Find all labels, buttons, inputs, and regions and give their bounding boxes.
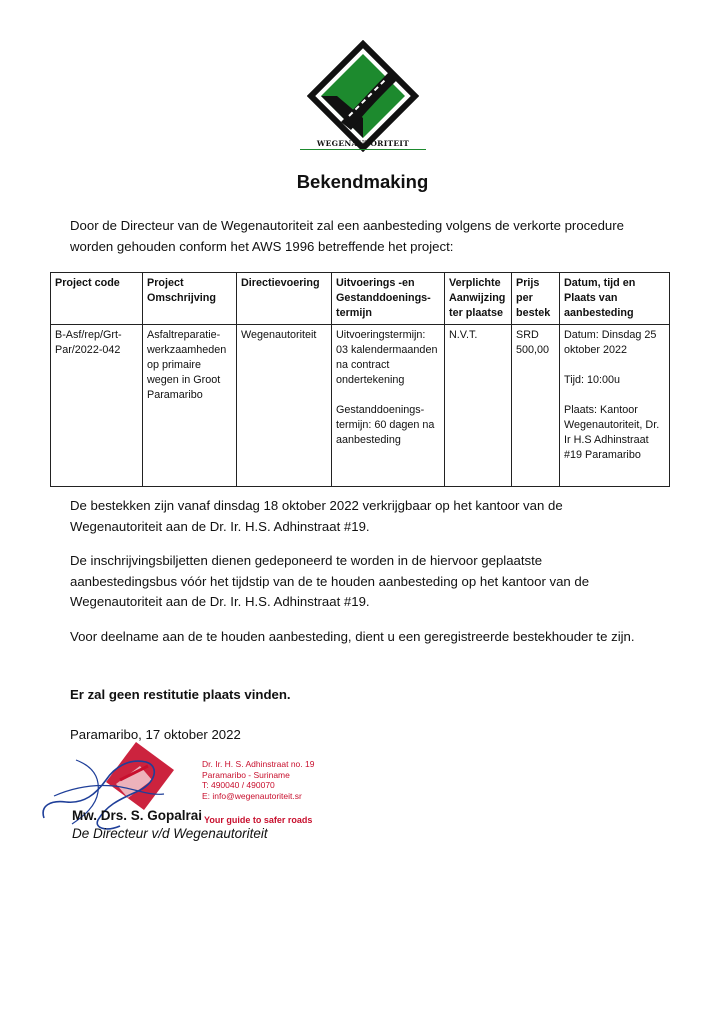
logo-name: WEGENAUTORITEIT [300, 139, 426, 150]
header-supervision: Directievoering [237, 273, 332, 325]
stamp-phone: T: 490040 / 490070 [202, 780, 275, 790]
stamp-address-block [202, 759, 314, 801]
header-project-code: Project code [51, 273, 143, 325]
cell-price: SRD 500,00 [512, 325, 560, 487]
tender-time: Tijd: 10:00u [564, 374, 621, 386]
project-table [50, 272, 670, 487]
tender-place: Plaats: Kantoor Wegenautoriteit, Dr. Ir H.S Adhinstraat #19 Paramaribo [564, 404, 660, 461]
intro-paragraph: Door de Directeur van de Wegenautoriteit zal een aanbesteding volgens de verkorte procedure worden gehouden conform het AWS 1996 betreffende het project: [70, 218, 624, 254]
paragraph-documents: De bestekken zijn vanaf dinsdag 18 oktober 2022 verkrijgbaar op het kantoor van de Wegenautoriteit aan de Dr. Ir. H.S. Adhinstraat #19. [70, 498, 563, 534]
paragraph-participation: Voor deelname aan de te houden aanbesteding, dient u een geregistreerde bestekhouder te zijn. [70, 629, 635, 644]
table-row [51, 325, 670, 487]
place-date: Paramaribo, 17 oktober 2022 [70, 727, 241, 742]
cell-terms [332, 325, 445, 487]
header-terms: Uitvoerings -en Gestanddoenings-termijn [332, 273, 445, 325]
header-site-visit: Verplichte Aanwijzing ter plaatse [445, 273, 512, 325]
table-header-row [51, 273, 670, 325]
cell-supervision: Wegenautoriteit [237, 325, 332, 487]
wegenautoriteit-logo [307, 40, 419, 152]
page-title: Bekendmaking [296, 171, 429, 192]
paragraph-submission: De inschrijvingsbiljetten dienen gedeponeerd te worden in de hiervoor geplaatste aanbestedingsbus vóór het tijdstip van de te houden aanbesteding op het kantoor van de Wegenautoriteit aan de Dr. Ir. H.S. Adhinstraat #19. [70, 553, 590, 609]
execution-term: Uitvoeringstermijn: 03 kalendermaanden na contract ondertekening [336, 329, 438, 386]
validity-term: Gestanddoenings-termijn: 60 dagen na aanbesteding [336, 404, 435, 446]
cell-project-code: B-Asf/rep/Grt-Par/2022-042 [51, 325, 143, 487]
signer-role: De Directeur v/d Wegenautoriteit [72, 826, 268, 841]
paragraph-no-refund: Er zal geen restitutie plaats vinden. [70, 687, 291, 702]
stamp-email: E: info@wegenautoriteit.sr [202, 790, 302, 801]
cell-date-place [560, 325, 670, 487]
stamp-city: Paramaribo - Suriname [202, 769, 290, 780]
header-price: Prijs per bestek [512, 273, 560, 325]
stamp-tagline: Your guide to safer roads [204, 815, 313, 825]
tender-date: Datum: Dinsdag 25 oktober 2022 [564, 329, 657, 356]
header-project-description: Project Omschrijving [143, 273, 237, 325]
header-date-place: Datum, tijd en Plaats van aanbesteding [560, 273, 670, 325]
signer-name: Mw. Drs. S. Gopalrai [72, 808, 203, 823]
stamp-address: Dr. Ir. H. S. Adhinstraat no. 19 [202, 759, 315, 769]
cell-site-visit: N.V.T. [445, 325, 512, 487]
cell-project-description: Asfaltreparatie-werkzaamheden op primaire wegen in Groot Paramaribo [143, 325, 237, 487]
